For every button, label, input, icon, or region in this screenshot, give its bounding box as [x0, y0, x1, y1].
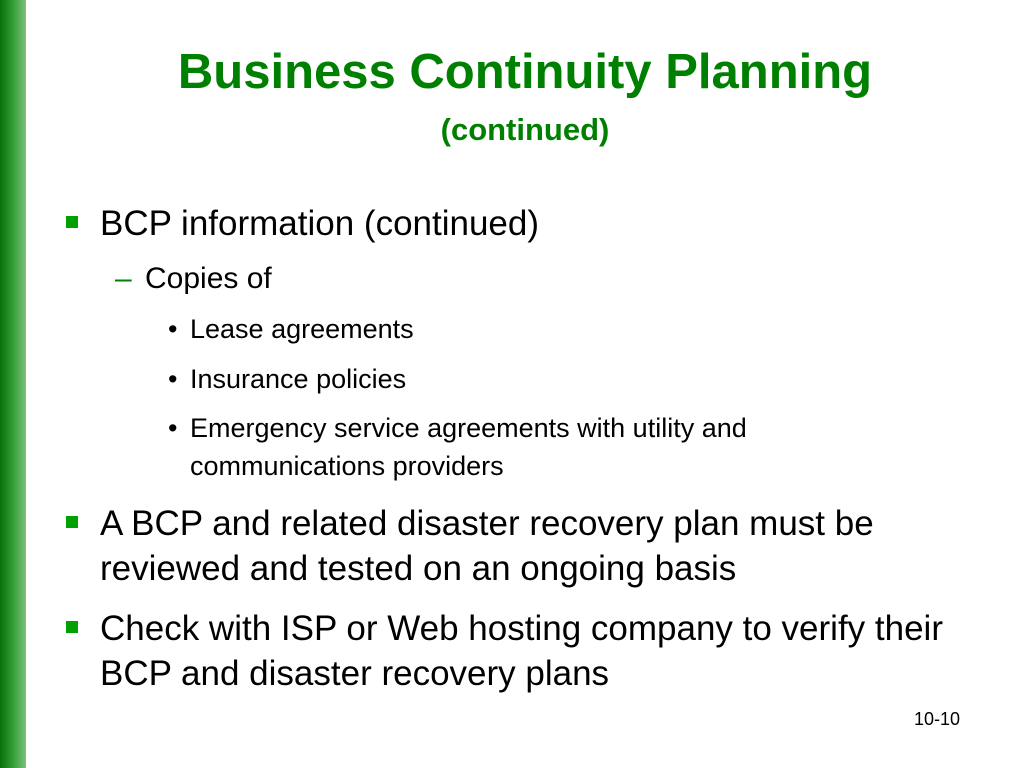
bullet-text: A BCP and related disaster recovery plan must be reviewed and tested on an ongoing basis	[100, 504, 874, 588]
bullet-text: Check with ISP or Web hosting company to verify their BCP and disaster recovery plans	[100, 609, 943, 693]
sub-bullet-item-copies-of	[115, 261, 965, 297]
sub-sub-bullet-text: Insurance policies	[190, 364, 407, 394]
bullet-item-bcp-information	[100, 201, 980, 246]
dot-bullet-icon: •	[168, 413, 178, 443]
dash-bullet-icon: –	[115, 262, 132, 295]
sub-bullet-text: Copies of	[145, 262, 272, 295]
bullet-item-bcp-review	[100, 501, 980, 591]
sub-sub-bullet-text: Lease agreements	[190, 314, 414, 344]
square-bullet-icon	[66, 516, 78, 528]
slide-number: 10-10	[913, 709, 960, 729]
dot-bullet-icon: •	[168, 364, 178, 394]
dot-bullet-icon: •	[168, 314, 178, 344]
sub-sub-bullet-item-emergency-service	[168, 409, 930, 485]
slide-title: Business Continuity Planning	[177, 45, 873, 99]
side-accent-bar	[0, 0, 26, 768]
bullet-item-check-isp	[100, 606, 980, 696]
sub-sub-bullet-item-lease-agreements	[168, 310, 930, 348]
square-bullet-icon	[66, 621, 78, 633]
sub-sub-bullet-text: Emergency service agreements with utility and communications providers	[190, 413, 747, 481]
bullet-text: BCP information (continued)	[100, 204, 540, 243]
sub-sub-bullet-item-insurance-policies	[168, 360, 930, 398]
slide-subtitle: (continued)	[440, 112, 610, 147]
square-bullet-icon	[66, 216, 78, 228]
